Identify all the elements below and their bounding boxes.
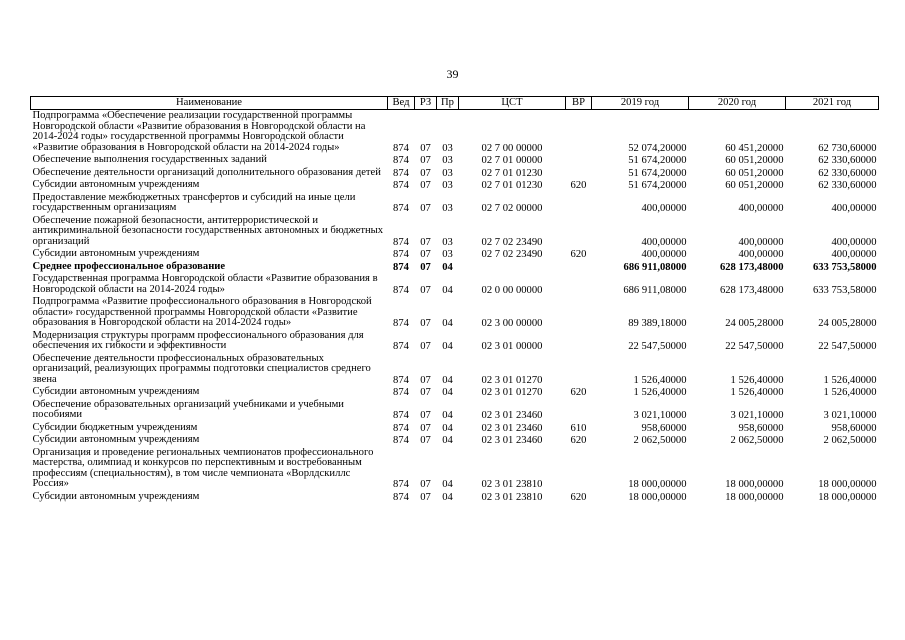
cell-vr — [566, 447, 592, 491]
cell-rz: 07 — [420, 142, 431, 154]
cell-cst: 02 3 01 23460 — [481, 410, 543, 421]
cell-2019: 400,00000 — [641, 236, 687, 248]
cell-2021: 1 526,40000 — [823, 374, 877, 386]
cell-pr: 03 — [442, 236, 453, 248]
header-2020: 2020 год — [689, 97, 786, 110]
cell-2020: 60 051,20000 — [725, 180, 784, 191]
cell-vr — [566, 353, 592, 387]
cell-2019: 18 000,00000 — [628, 491, 687, 503]
cell-2020: 400,00000 — [738, 203, 784, 214]
cell-2019: 51 674,20000 — [628, 155, 687, 166]
cell-name: Предоставление межбюджетных трансфертов и субсидий на иные цели государственным организациям — [32, 191, 356, 213]
cell-vr: 620 — [570, 180, 587, 191]
cell-rz: 07 — [420, 410, 431, 421]
cell-2021: 633 753,58000 — [812, 284, 877, 296]
cell-ved: 874 — [393, 236, 409, 248]
cell-vr — [566, 167, 592, 180]
table-row — [31, 422, 879, 435]
cell-cst: 02 3 01 23460 — [481, 422, 543, 434]
cell-2019: 22 547,50000 — [628, 341, 687, 352]
cell-2020: 400,00000 — [738, 236, 784, 248]
cell-2021: 1 526,40000 — [823, 387, 877, 398]
cell-cst: 02 3 01 23460 — [481, 435, 543, 446]
cell-pr: 04 — [442, 435, 453, 446]
cell-2019: 686 911,08000 — [623, 261, 687, 273]
cell-2020: 628 173,48000 — [719, 261, 784, 273]
table-row — [31, 399, 879, 422]
cell-name: Подпрограмма «Развитие профессионального образования в Новгородской области» государственной программы Новгородской области «Развитие образования в Новгородской области на 2014-2024 годы» — [32, 296, 372, 328]
cell-cst — [459, 261, 566, 274]
cell-pr: 04 — [442, 284, 453, 296]
cell-2020: 60 051,20000 — [725, 155, 784, 166]
cell-rz: 07 — [420, 318, 431, 329]
cell-ved: 874 — [393, 387, 409, 398]
table-row — [31, 273, 879, 296]
cell-pr: 04 — [442, 422, 453, 434]
cell-ved: 874 — [393, 410, 409, 421]
cell-cst: 02 3 00 00000 — [481, 318, 543, 329]
cell-pr: 04 — [442, 491, 453, 503]
cell-ved: 874 — [393, 203, 409, 214]
cell-pr: 04 — [442, 479, 453, 490]
cell-2019: 2 062,50000 — [633, 435, 687, 446]
cell-rz: 07 — [420, 203, 431, 214]
page-number: 39 — [446, 67, 459, 81]
cell-rz: 07 — [420, 422, 431, 434]
cell-name: Субсидии бюджетным учреждениям — [32, 421, 198, 433]
cell-pr: 04 — [442, 318, 453, 329]
cell-rz: 07 — [420, 479, 431, 490]
cell-rz: 07 — [420, 491, 431, 503]
cell-cst: 02 7 01 01230 — [481, 180, 543, 191]
cell-ved: 874 — [393, 142, 409, 154]
cell-name: Организация и проведение региональных чемпионатов профессионального мастерства, олимпиад и конкурсов по перспективным и востребованным профессиям (специальностям), в том числе чемпионата «Ворлдскиллс Россия» — [32, 446, 374, 489]
cell-pr: 03 — [442, 167, 453, 179]
cell-2019: 686 911,08000 — [623, 284, 687, 296]
cell-2021: 62 330,60000 — [818, 155, 877, 166]
cell-rz: 07 — [420, 387, 431, 398]
cell-name: Субсидии автономным учреждениям — [32, 248, 200, 259]
cell-pr: 04 — [442, 261, 453, 273]
cell-2020: 60 451,20000 — [725, 142, 784, 154]
cell-ved: 874 — [393, 249, 409, 260]
cell-2020: 24 005,28000 — [725, 318, 784, 329]
cell-rz: 07 — [420, 180, 431, 191]
cell-rz: 07 — [420, 236, 431, 248]
cell-name: Обеспечение деятельности профессиональных образовательных организаций, реализующих программы подготовки специалистов среднего звена — [32, 352, 371, 385]
cell-2021: 400,00000 — [831, 236, 877, 248]
cell-cst: 02 7 00 00000 — [481, 142, 543, 154]
header-name: Наименование — [31, 97, 388, 110]
cell-name: Модернизация структуры программ профессионального образования для обеспечения их гибкости и эффективности — [32, 329, 364, 351]
cell-2019: 52 074,20000 — [628, 142, 687, 154]
cell-pr: 03 — [442, 180, 453, 191]
cell-2021: 62 330,60000 — [818, 180, 877, 191]
cell-2020: 60 051,20000 — [725, 167, 784, 179]
cell-2021: 958,60000 — [831, 422, 877, 434]
cell-pr: 04 — [442, 387, 453, 398]
cell-name: Подпрограмма «Обеспечение реализации государственной программы Новгородской области «Развитие образования в Новгородской области на 2014-2024 годы» государственной программы Новгородской области «Развитие образования в Новгородской области на 2014-2024 годы» — [32, 110, 366, 153]
cell-2019: 3 021,10000 — [633, 410, 687, 421]
cell-name: Государственная программа Новгородской области «Развитие образования в Новгородской области на 2014-2024 годы» — [32, 273, 378, 295]
cell-pr: 04 — [442, 410, 453, 421]
header-pr: Пр — [437, 97, 459, 110]
cell-rz: 07 — [420, 435, 431, 446]
cell-pr: 04 — [442, 341, 453, 352]
cell-cst: 02 0 00 00000 — [481, 284, 543, 296]
table-row — [31, 353, 879, 387]
cell-2021: 22 547,50000 — [818, 341, 877, 352]
cell-vr — [566, 399, 592, 422]
cell-vr — [566, 273, 592, 296]
table-row — [31, 215, 879, 249]
cell-name: Обеспечение пожарной безопасности, антитеррористической и антикриминальной безопасности государственных автономных и бюджетных организаций — [32, 214, 384, 247]
cell-name: Обеспечение образовательных организаций учебниками и учебными пособиями — [32, 398, 344, 420]
cell-rz: 07 — [420, 261, 431, 273]
cell-2020: 400,00000 — [738, 249, 784, 260]
cell-name: Обеспечение выполнения государственных заданий — [32, 154, 267, 165]
cell-2019: 51 674,20000 — [628, 180, 687, 191]
cell-2019: 958,60000 — [641, 422, 687, 434]
cell-name: Среднее профессиональное образование — [32, 260, 226, 272]
cell-vr: 620 — [570, 387, 587, 398]
cell-2021: 2 062,50000 — [823, 435, 877, 446]
cell-ved: 874 — [393, 479, 409, 490]
table-row — [31, 110, 879, 155]
cell-vr — [566, 192, 592, 215]
cell-name: Субсидии автономным учреждениям — [32, 490, 200, 502]
cell-pr: 03 — [442, 155, 453, 166]
cell-rz: 07 — [420, 155, 431, 166]
cell-vr — [566, 296, 592, 330]
cell-vr: 620 — [570, 435, 587, 446]
header-2021: 2021 год — [786, 97, 879, 110]
cell-2021: 62 730,60000 — [818, 142, 877, 154]
table-row — [31, 261, 879, 274]
cell-pr: 03 — [442, 142, 453, 154]
cell-ved: 874 — [393, 374, 409, 386]
cell-rz: 07 — [420, 341, 431, 352]
table-row — [31, 447, 879, 491]
cell-cst: 02 3 01 00000 — [481, 341, 543, 352]
budget-table — [30, 96, 879, 503]
cell-vr — [566, 110, 592, 155]
cell-rz: 07 — [420, 167, 431, 179]
cell-2019: 400,00000 — [641, 203, 687, 214]
cell-vr: 620 — [570, 491, 587, 503]
cell-ved: 874 — [393, 318, 409, 329]
header-cst: ЦСТ — [459, 97, 566, 110]
table-row — [31, 179, 879, 192]
cell-vr: 610 — [570, 422, 587, 434]
cell-cst: 02 7 01 01230 — [481, 167, 543, 179]
cell-2019: 400,00000 — [641, 249, 687, 260]
cell-ved: 874 — [393, 341, 409, 352]
cell-vr — [566, 261, 592, 274]
cell-2021: 18 000,00000 — [818, 491, 877, 503]
cell-ved: 874 — [393, 180, 409, 191]
cell-cst: 02 7 02 00000 — [481, 203, 543, 214]
cell-cst: 02 7 02 23490 — [481, 236, 543, 248]
cell-cst: 02 7 02 23490 — [481, 249, 543, 260]
cell-vr — [566, 215, 592, 249]
table-row — [31, 167, 879, 180]
cell-2021: 18 000,00000 — [818, 479, 877, 490]
cell-cst: 02 3 01 23810 — [481, 479, 543, 490]
cell-rz: 07 — [420, 374, 431, 386]
cell-2020: 1 526,40000 — [730, 387, 784, 398]
table-row — [31, 296, 879, 330]
cell-2021: 633 753,58000 — [812, 261, 877, 273]
cell-2021: 24 005,28000 — [818, 318, 877, 329]
cell-2021: 3 021,10000 — [823, 410, 877, 421]
cell-cst: 02 7 01 00000 — [481, 155, 543, 166]
cell-2020: 2 062,50000 — [730, 435, 784, 446]
cell-2019: 89 389,18000 — [628, 318, 687, 329]
cell-2020: 958,60000 — [738, 422, 784, 434]
cell-name: Субсидии автономным учреждениям — [32, 386, 200, 397]
cell-ved: 874 — [393, 284, 409, 296]
header-ved: Вед — [388, 97, 415, 110]
cell-2020: 3 021,10000 — [730, 410, 784, 421]
cell-ved: 874 — [393, 261, 409, 273]
table-row — [31, 248, 879, 261]
header-rz: РЗ — [415, 97, 437, 110]
cell-ved: 874 — [393, 491, 409, 503]
cell-2021: 62 330,60000 — [818, 167, 877, 179]
cell-name: Субсидии автономным учреждениям — [32, 434, 200, 445]
cell-vr — [566, 330, 592, 353]
table-row — [31, 330, 879, 353]
cell-ved: 874 — [393, 167, 409, 179]
table-row — [31, 192, 879, 215]
cell-cst: 02 3 01 01270 — [481, 387, 543, 398]
cell-cst: 02 3 01 01270 — [481, 374, 543, 386]
cell-ved: 874 — [393, 155, 409, 166]
cell-name: Субсидии автономным учреждениям — [32, 179, 200, 190]
cell-2020: 628 173,48000 — [719, 284, 784, 296]
header-vr: ВР — [566, 97, 592, 110]
cell-2019: 1 526,40000 — [633, 387, 687, 398]
cell-2019: 18 000,00000 — [628, 479, 687, 490]
cell-2019: 51 674,20000 — [628, 167, 687, 179]
cell-2020: 18 000,00000 — [725, 491, 784, 503]
cell-2020: 1 526,40000 — [730, 374, 784, 386]
cell-2019: 1 526,40000 — [633, 374, 687, 386]
cell-cst: 02 3 01 23810 — [481, 491, 543, 503]
table-row — [31, 491, 879, 504]
cell-2021: 400,00000 — [831, 203, 877, 214]
table-header-row — [31, 97, 879, 110]
cell-ved: 874 — [393, 422, 409, 434]
cell-name: Обеспечение деятельности организаций дополнительного образования детей — [32, 166, 381, 178]
table-row — [31, 434, 879, 447]
cell-rz: 07 — [420, 284, 431, 296]
table-body — [31, 110, 879, 504]
cell-pr: 04 — [442, 374, 453, 386]
cell-rz: 07 — [420, 249, 431, 260]
cell-pr: 03 — [442, 249, 453, 260]
cell-2020: 18 000,00000 — [725, 479, 784, 490]
cell-pr: 03 — [442, 203, 453, 214]
cell-2021: 400,00000 — [831, 249, 877, 260]
cell-vr — [566, 154, 592, 167]
cell-vr: 620 — [570, 249, 587, 260]
cell-ved: 874 — [393, 435, 409, 446]
cell-2020: 22 547,50000 — [725, 341, 784, 352]
table-row — [31, 386, 879, 399]
table-row — [31, 154, 879, 167]
header-2019: 2019 год — [592, 97, 689, 110]
